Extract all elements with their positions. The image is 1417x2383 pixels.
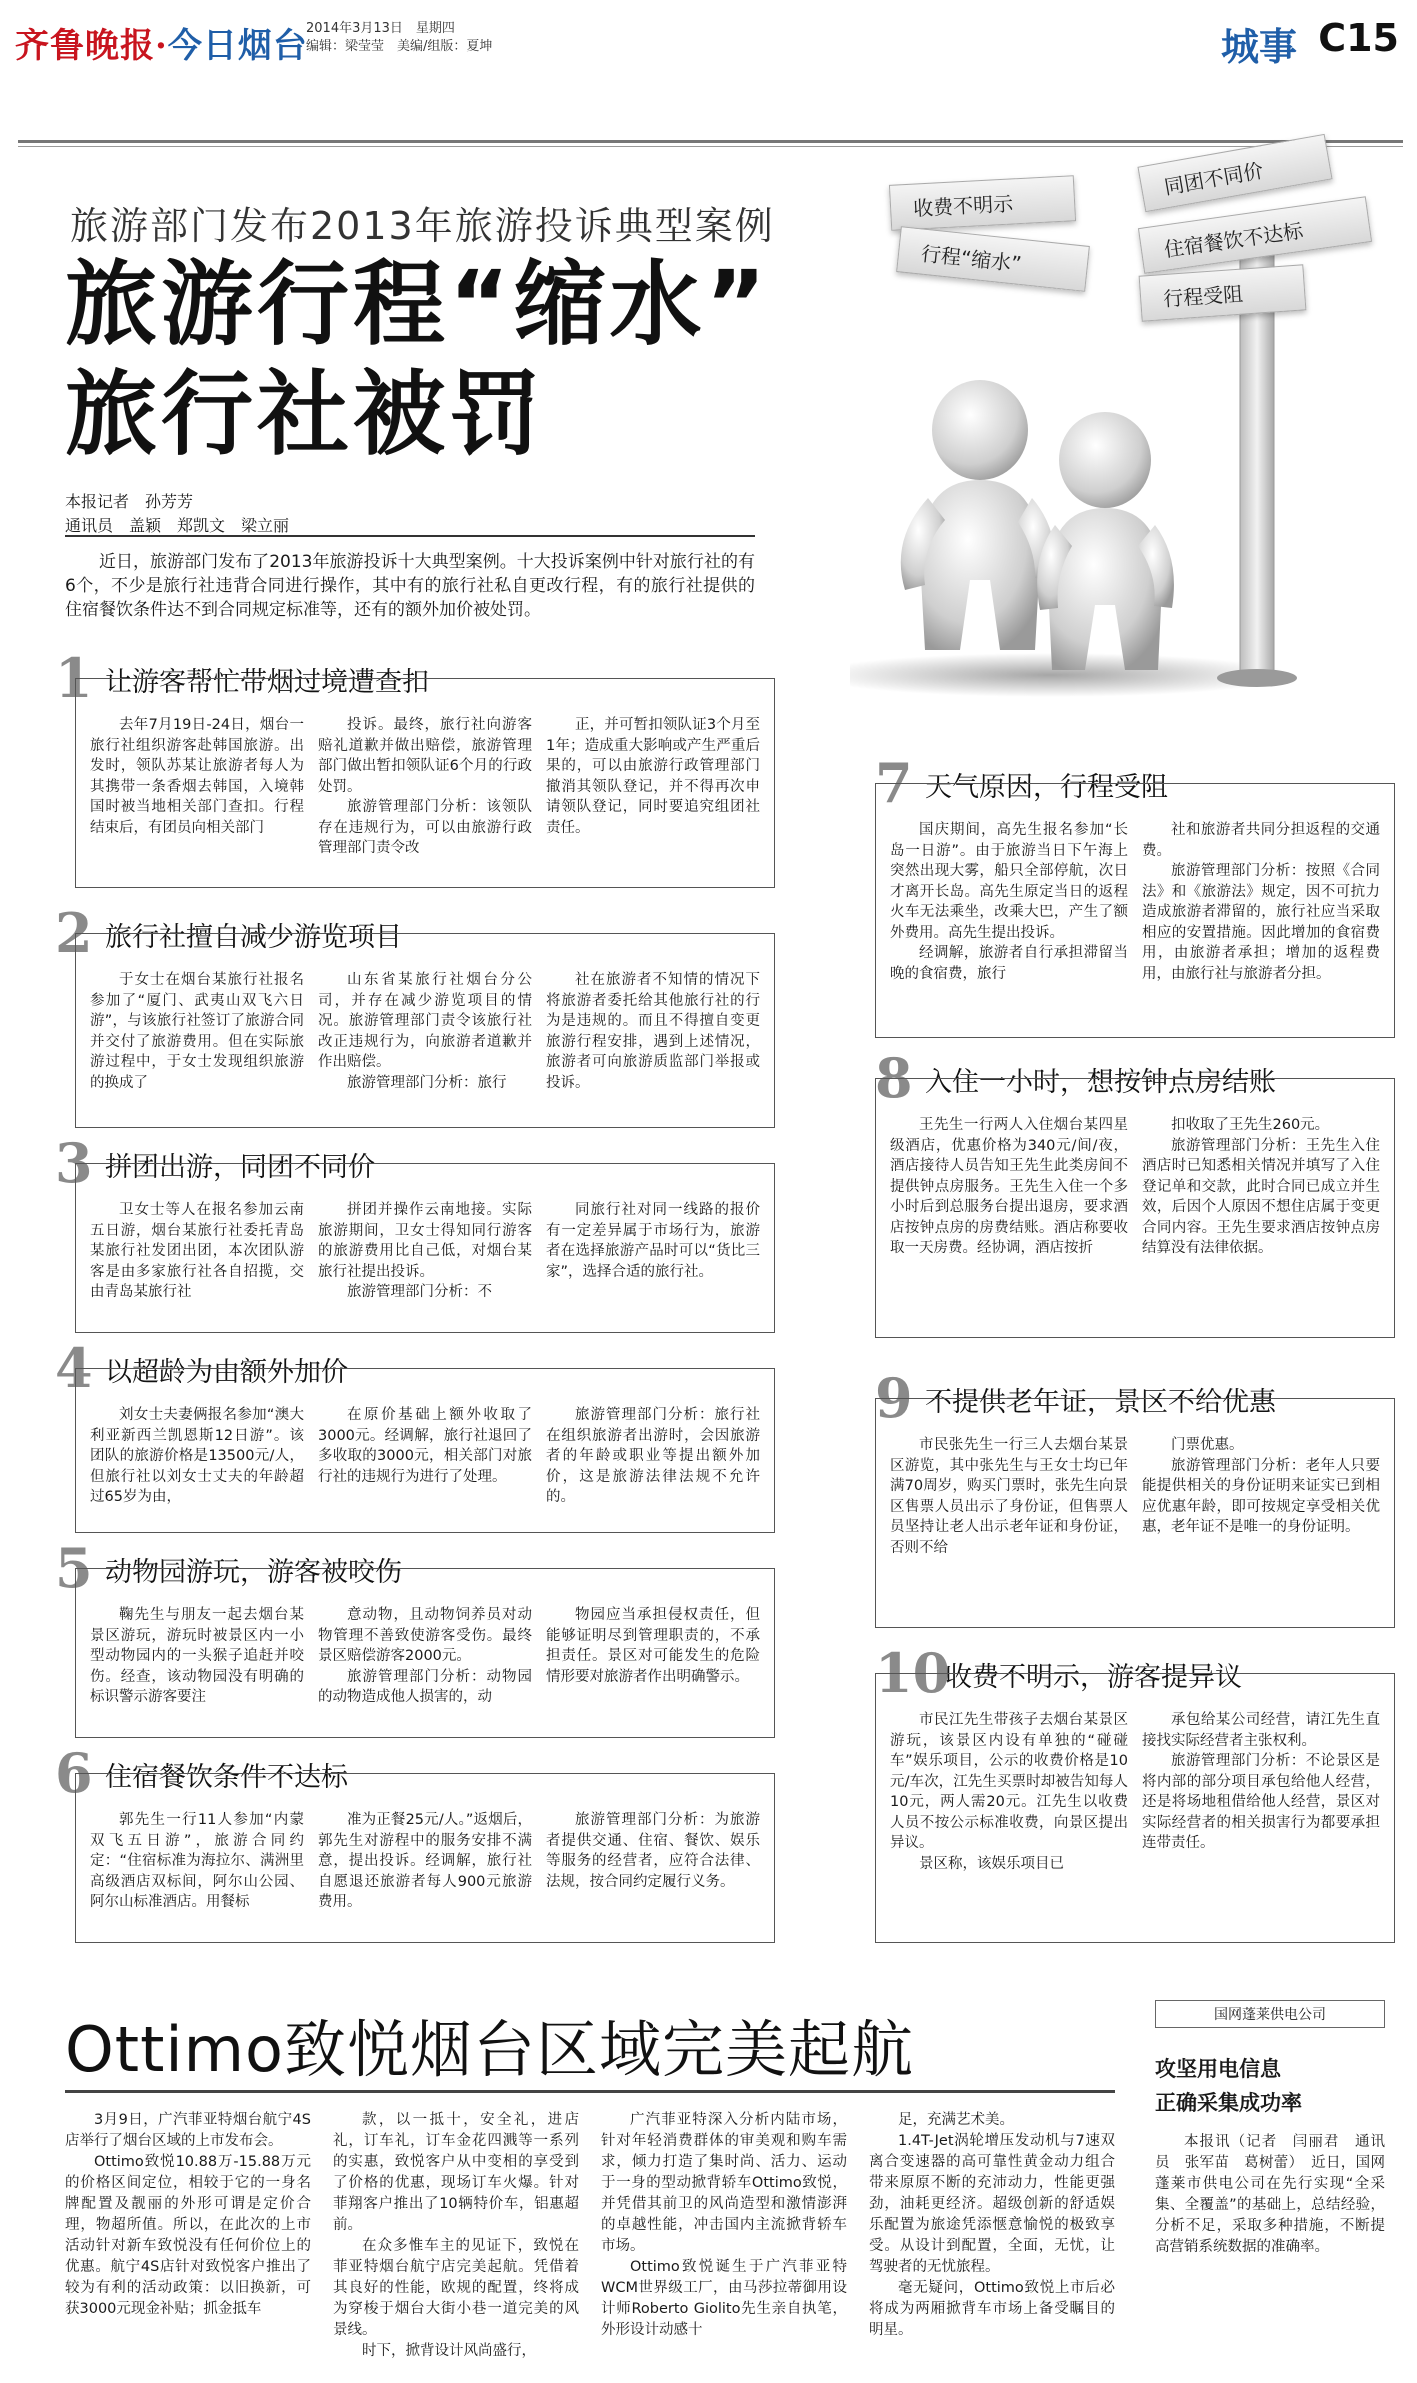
article-kicker: 旅游部门发布2013年旅游投诉典型案例 [70, 204, 775, 248]
sidebar-source: 国网蓬莱供电公司 [1155, 2000, 1385, 2028]
sidebar-brief [1155, 2000, 1385, 2258]
ad-text-col: 广汽菲亚特深入分析内陆市场，针对年轻消费群体的审美观和购车需求，倾力打造了集时尚、活力、运动于一身的型动掀背轿车Ottimo致悦，并凭借其前卫的风尚造型和激情澎湃的卓越性能，冲击国内主流掀背轿车市场。 Ottimo致悦诞生于广汽菲亚特WCM世界级工厂，由马莎拉蒂御用设计师Roberto Giolito先生亲自执笔，外形设计动感十 [601, 2112, 847, 2338]
case-text-col: 山东省某旅行社烟台分公司，并存在减少游览项目的情况。旅游管理部门责令该旅行社改正违规行为，向旅游者道歉并作出赔偿。 旅游管理部门分析：旅行 [318, 972, 532, 1091]
headline-line-1: 旅游行程“缩水” [65, 251, 770, 358]
case-body [75, 1568, 775, 1738]
newspaper-name: 齐鲁晚报 [15, 26, 155, 66]
case-title: 不提供老年证，景区不给优惠 [925, 1387, 1276, 1418]
masthead-separator: · [155, 26, 168, 66]
case-title: 以超龄为由额外加价 [105, 1357, 348, 1388]
sign-label: 行程受阻 [1162, 281, 1244, 311]
case-title: 旅行社擅自减少游览项目 [105, 922, 402, 953]
sign-label: 行程“缩水” [919, 241, 1023, 276]
article-headline [65, 250, 770, 470]
case-title: 天气原因，行程受阻 [925, 772, 1168, 803]
sidebar-title [1155, 2052, 1385, 2120]
case-text-col: 市民张先生一行三人去烟台某景区游览，其中张先生与王女士均已年满70周岁，购买门票时，张先生向景区售票人员出示了身份证，但售票人员坚持让老人出示老年证和身份证，否则不给 [890, 1437, 1128, 1556]
case-number: 6 [55, 1741, 93, 1805]
case-text-col: 刘女士夫妻俩报名参加“澳大利亚新西兰凯恩斯12日游”。该团队的旅游价格是13500元/人，但旅行社以刘女士丈夫的年龄超过65岁为由， [90, 1407, 304, 1505]
case-10 [875, 1641, 1395, 1945]
case-8 [875, 1046, 1395, 1340]
sign-label: 住宿餐饮不达标 [1162, 217, 1305, 262]
case-text-col: 同旅行社对同一线路的报价有一定差异属于市场行为，旅游者在选择旅游产品时可以“货比三家”，选择合适的旅行社。 [546, 1202, 760, 1280]
ad-headline: Ottimo致悦烟台区域完美起航 [65, 2013, 914, 2086]
case-text-col: 拼团并操作云南地接。实际旅游期间，卫女士得知同行游客的旅游费用比自己低，对烟台某旅行社提出投诉。 旅游管理部门分析：不 [318, 1202, 532, 1300]
case-text-col: 旅游管理部门分析：为旅游者提供交通、住宿、餐饮、娱乐等服务的经营者，应符合法律、法规，按合同约定履行义务。 [546, 1812, 760, 1890]
case-title: 动物园游玩，游客被咬伤 [105, 1557, 402, 1588]
byline-reporter: 本报记者 孙芳芳 [65, 492, 194, 511]
case-body [875, 1673, 1395, 1943]
case-title: 住宿餐饮条件不达标 [105, 1762, 348, 1793]
case-text-col: 王先生一行两人入住烟台某四星级酒店，优惠价格为340元/间/夜，酒店接待人员告知王先生此类房间不提供钟点房服务。王先生入住一个多小时后到总服务台提出退房，要求酒店按钟点房的房费结账。酒店称要收取一天房费。经协调，酒店按折 [890, 1117, 1128, 1256]
ad-text-col: 款，以一抵十，安全礼，进店礼，订车礼，订车金花四溅等一系列的实惠，致悦客户从中变相的享受到了价格的优惠，现场订车火爆。针对菲翔客户推出了10辆特价车，铝惠超前。 在众多惟车主的见证下，致悦在菲亚特烟台航宁店完美起航。凭借着其良好的性能，欧规的配置，终将成为穿梭于烟台大街小巷一道完美的风景线。 时下，掀背设计风尚盛行， [333, 2112, 579, 2359]
case-body [75, 1163, 775, 1333]
case-text-col: 鞠先生与朋友一起去烟台某景区游玩，游玩时被景区内一小型动物园内的一头猴子追赶并咬伤。经查，该动物园没有明确的标识警示游客要注 [90, 1607, 304, 1705]
case-9 [875, 1366, 1395, 1630]
case-6 [55, 1741, 775, 1945]
ad-text-col: 足，充满艺术美。 1.4T-Jet涡轮增压发动机与7速双离合变速器的高可靠性黄金动力组合带来原原不断的充沛动力，性能更强劲，油耗更经济。超级创新的舒适娱乐配置为旅途凭添惬意愉悦的极致享受。从设计到配置，全面，无忧，让驾驶者的无忧旅程。 毫无疑问，Ottimo致悦上市后必将成为两厢掀背车市场上备受瞩目的明星。 [869, 2112, 1115, 2338]
case-text-col: 国庆期间，高先生报名参加“长岛一日游”。由于旅游当日下午海上突然出现大雾，船只全部停航，次日才离开长岛。高先生原定当日的返程火车无法乘坐，改乘大巴，产生了额外费用。高先生提出投诉。 经调解，旅游者自行承担滞留当晚的食宿费，旅行 [890, 822, 1128, 982]
case-text-col: 意动物，且动物饲养员对动物管理不善致使游客受伤。最终景区赔偿游客2000元。 旅游管理部门分析：动物园的动物造成他人损害的，动 [318, 1607, 532, 1705]
case-text-col: 准为正餐25元/人。”返烟后，郭先生对游程中的服务安排不满意，提出投诉。经调解，旅行社自愿退还旅游者每人900元旅游费用。 [318, 1812, 532, 1910]
case-text-col: 市民江先生带孩子去烟台某景区游玩，该景区内设有单独的“碰碰车”娱乐项目，公示的收费价格是10元/车次，江先生买票时却被告知每人10元，两人需20元。江先生以收费人员不按公示标准收费，向景区提出异议。 景区称，该娱乐项目已 [890, 1712, 1128, 1872]
sign-unclear-fees [889, 175, 1076, 231]
case-text-col: 承包给某公司经营，请江先生直接找实际经营者主张权利。 旅游管理部门分析：不论景区是将内部的部分项目承包给他人经营，还是将场地租借给他人经营，景区对实际经营者的相关损害行为都要承担连带责任。 [1142, 1712, 1380, 1851]
ad-text-col: 3月9日，广汽菲亚特烟台航宁4S店举行了烟台区域的上市发布会。 Ottimo致悦10.88万-15.88万元的价格区间定位，相较于它的一身名牌配置及靓丽的外形可谓是定价合理，物超所值。所以，在此次的上市活动针对新车致悦没有任何价位上的优惠。航宁4S店针对致悦客户推出了较为有利的活动政策：以旧换新，可获3000元现金补贴；抓金抵车 [65, 2112, 311, 2317]
case-text-col: 扣收取了王先生260元。 旅游管理部门分析：王先生入住酒店时已知悉相关情况并填写了入住登记单和交款，此时合同已成立并生效，后因个人原因不想住店属于变更合同内容。王先生要求酒店按钟点房结算没有法律依据。 [1142, 1117, 1380, 1256]
case-body [875, 783, 1395, 1038]
ad-rule [65, 2090, 1115, 2093]
case-text-col: 物园应当承担侵权责任，但能够证明尽到管理职责的，不承担责任。景区对可能发生的危险情形要对旅游者作出明确警示。 [546, 1607, 760, 1685]
case-body [75, 933, 775, 1128]
sidebar-title-line-1: 攻坚用电信息 [1155, 2057, 1281, 2081]
signpost-illustration [850, 157, 1410, 700]
case-text-col: 社和旅游者共同分担返程的交通费。 旅游管理部门分析：按照《合同法》和《旅游法》规定，因不可抗力造成旅游者滞留的，旅行社应当采取相应的安置措施。因此增加的食宿费用，由旅游者承担；增加的返程费用，由旅行社与旅游者分担。 [1142, 822, 1380, 982]
case-1 [55, 646, 775, 895]
issue-meta [306, 20, 492, 56]
case-number: 10 [875, 1641, 951, 1705]
page-header [0, 0, 1417, 70]
header-rule [18, 140, 1403, 143]
case-body [875, 1078, 1395, 1338]
byline-rule [65, 535, 755, 537]
case-number: 2 [55, 901, 93, 965]
ad-body [65, 2110, 1115, 2360]
case-text-col: 郭先生一行11人参加“内蒙双飞五日游”，旅游合同约定：“住宿标准为海拉尔、满洲里高级酒店双标间，阿尔山公园、阿尔山标准酒店。用餐标 [90, 1812, 304, 1910]
case-number: 3 [55, 1131, 93, 1195]
edition-name: 今日烟台 [167, 26, 308, 66]
article-intro: 近日，旅游部门发布了2013年旅游投诉十大典型案例。十大投诉案例中针对旅行社的有6个，不少是旅行社违背合同进行操作，其中有的旅行社私自更改行程，有的旅行社提供的住宿餐饮条件达不到合同规定标准等，还有的额外加价被处罚。 [65, 552, 755, 620]
case-title: 拼团出游，同团不同价 [105, 1152, 375, 1183]
sign-label: 收费不明示 [912, 190, 1014, 221]
editor-credits: 编辑：梁莹莹 美编/组版：夏坤 [306, 39, 493, 54]
page-number: C15 [1318, 16, 1399, 60]
case-3 [55, 1131, 775, 1335]
case-4 [55, 1336, 775, 1535]
masthead [15, 18, 308, 67]
section-label: 城事 [1220, 25, 1297, 69]
byline [65, 490, 289, 538]
case-text-col: 于女士在烟台某旅行社报名参加了“厦门、武夷山双飞六日游”，与该旅行社签订了旅游合同并交付了旅游费用。但在实际旅游过程中，于女士发现组织旅游的换成了 [90, 972, 304, 1091]
case-5 [55, 1536, 775, 1740]
case-text-col: 正，并可暂扣领队证3个月至1年；造成重大影响或产生严重后果的，可以由旅游行政管理部门撤消其领队登记，并不得再次申请领队登记，同时要追究组团社责任。 [546, 717, 760, 836]
case-number: 5 [55, 1536, 93, 1600]
headline-line-2: 旅行社被罚 [65, 361, 546, 468]
issue-date: 2014年3月13日 星期四 [306, 21, 455, 36]
case-text-col: 社在旅游者不知情的情况下将旅游者委托给其他旅行社的行为是违规的。而且不得擅自变更旅游行程安排，遇到上述情况，旅游者可向旅游质监部门举报或投诉。 [546, 972, 760, 1091]
case-number: 4 [55, 1336, 93, 1400]
case-title: 入住一小时，想按钟点房结账 [925, 1067, 1276, 1098]
case-text-col: 在原价基础上额外收取了3000元。经调解，旅行社退回了多收取的3000元，相关部门对旅行社的违规行为进行了处理。 [318, 1407, 532, 1485]
sidebar-body: 本报讯（记者 闫丽君 通讯员 张军苗 葛树蕾） 近日，国网蓬莱市供电公司在先行实现“全采集、全覆盖”的基础上，总结经验，分析不足，采取多种措施，不断提高营销系统数据的准确率。 [1155, 2134, 1385, 2255]
case-body [75, 1368, 775, 1533]
sign-label: 同团不同价 [1162, 157, 1265, 199]
header-rule-thin [18, 146, 1403, 147]
case-title: 收费不明示，游客提异议 [945, 1662, 1242, 1693]
case-number: 9 [875, 1366, 913, 1430]
case-number: 1 [55, 646, 93, 710]
case-title: 让游客帮忙带烟过境遭查扣 [105, 667, 429, 698]
case-number: 8 [875, 1046, 913, 1110]
case-body [875, 1398, 1395, 1628]
case-7 [875, 751, 1395, 1040]
case-text-col: 投诉。最终，旅行社向游客赔礼道歉并做出赔偿，旅游管理部门做出暂扣领队证6个月的行政处罚。 旅游管理部门分析：该领队存在违规行为，可以由旅游行政管理部门责令改 [318, 717, 532, 856]
case-number: 7 [875, 751, 913, 815]
case-2 [55, 901, 775, 1130]
case-body [75, 678, 775, 888]
sidebar-title-line-2: 正确采集成功率 [1155, 2091, 1302, 2115]
case-text-col: 去年7月19日-24日，烟台一旅行社组织游客赴韩国旅游。出发时，领队苏某让旅游者每人为其携带一条香烟去韩国，入境韩国时被当地相关部门查扣。行程结束后，有团员向相关部门 [90, 717, 304, 836]
byline-correspondents: 通讯员 盖颖 郑凯文 梁立丽 [65, 516, 290, 535]
case-text-col: 门票优惠。 旅游管理部门分析：老年人只要能提供相关的身份证明来证实已到相应优惠年龄，即可按规定享受相关优惠，老年证不是唯一的身份证明。 [1142, 1437, 1380, 1535]
case-text-col: 旅游管理部门分析：旅行社在组织旅游者出游时，会因旅游者的年龄或职业等提出额外加价，这是旅游法律法规不允许的。 [546, 1407, 760, 1505]
case-body [75, 1773, 775, 1943]
case-text-col: 卫女士等人在报名参加云南五日游，烟台某旅行社委托青岛某旅行社发团出团，本次团队游客是由多家旅行社各自招揽，交由青岛某旅行社 [90, 1202, 304, 1300]
